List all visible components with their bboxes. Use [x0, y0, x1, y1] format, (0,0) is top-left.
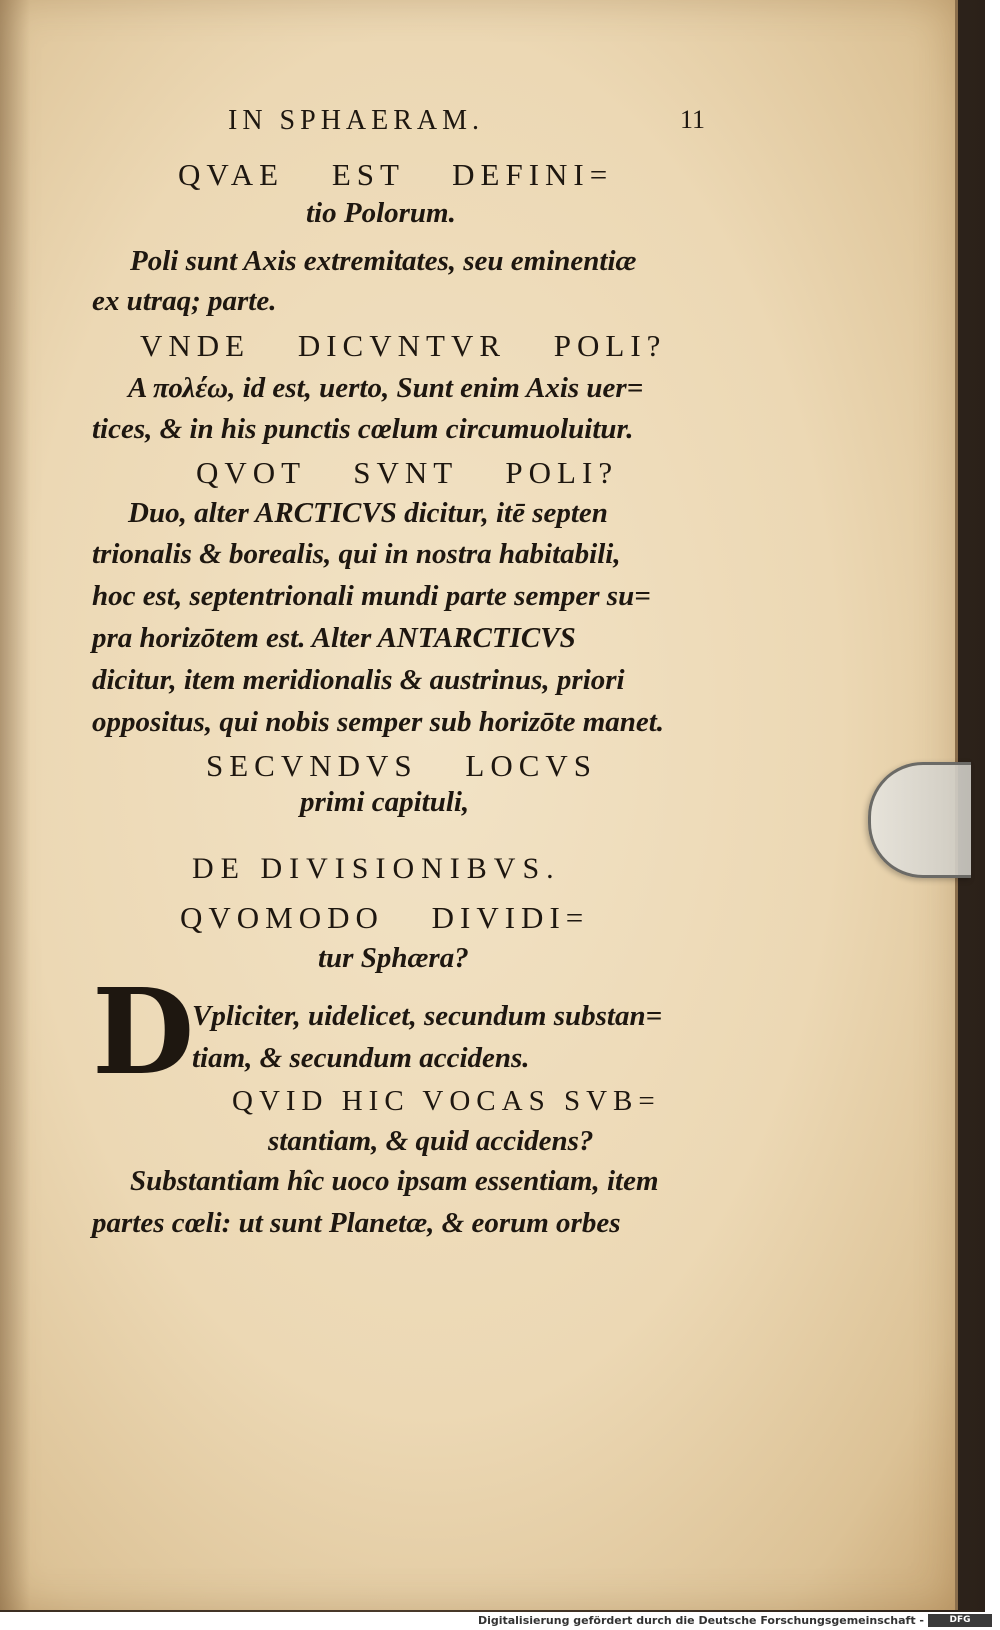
heading-unde-dicuntur: VNDE DICVNTVR POLI? — [140, 328, 667, 363]
heading-line: tur Sphæra? — [318, 942, 469, 974]
text-line: Substantiam hîc uoco ipsam essentiam, item — [130, 1165, 659, 1197]
text-line: Duo, alter ARCTICVS dicitur, itē septen — [128, 497, 608, 529]
text-line: hoc est, septentrionali mundi parte semper su= — [92, 580, 651, 612]
text-line: oppositus, qui nobis semper sub horizōte manet. — [92, 706, 665, 738]
digitization-footer — [0, 1612, 1000, 1630]
text-line: A πολέω, id est, uerto, Sunt enim Axis uer= — [128, 372, 644, 404]
heading-line: tio Polorum. — [306, 197, 456, 229]
heading-secundus-locus: SECVNDVS LOCVS — [206, 748, 598, 783]
page-number: 11 — [680, 105, 706, 134]
text-line: Poli sunt Axis extremitates, seu eminentiæ — [130, 245, 637, 277]
funding-credit: Digitalisierung gefördert durch die Deutsche Forschungsgemeinschaft - — [477, 1614, 924, 1627]
heading-quid-hic-vocas: QVID HIC VOCAS SVB= — [232, 1085, 661, 1117]
page-clip — [868, 762, 971, 878]
text-line: partes cœli: ut sunt Planetæ, & eorum orbes — [92, 1207, 621, 1239]
text-line: ex utraq; parte. — [92, 285, 277, 317]
running-title: IN SPHAERAM. — [228, 105, 485, 136]
gutter-shadow — [0, 0, 30, 1610]
text-line: dicitur, item meridionalis & austrinus, priori — [92, 664, 625, 696]
dfg-logo: DFG — [928, 1614, 992, 1627]
text-line: pra horizōtem est. Alter ANTARCTICVS — [92, 622, 576, 654]
heading-definitio-polorum: QVAE EST DEFINI= — [178, 157, 614, 192]
heading-quot-sunt-poli: QVOT SVNT POLI? — [196, 455, 619, 490]
heading-quomodo-dividitur: QVOMODO DIVIDI= — [180, 900, 590, 935]
text-line: trionalis & borealis, qui in nostra habitabili, — [92, 538, 621, 570]
heading-line: primi capituli, — [300, 786, 470, 818]
heading-line: stantiam, & quid accidens? — [268, 1125, 594, 1157]
section-title-de-divisionibus: DE DIVISIONIBVS. — [192, 852, 561, 885]
text-line: tiam, & secundum accidens. — [192, 1042, 530, 1074]
text-line: Vpliciter, uidelicet, secundum substan= — [192, 1000, 663, 1032]
text-line: tices, & in his punctis cœlum circumuoluitur. — [92, 413, 634, 445]
drop-cap: D — [92, 962, 195, 1101]
